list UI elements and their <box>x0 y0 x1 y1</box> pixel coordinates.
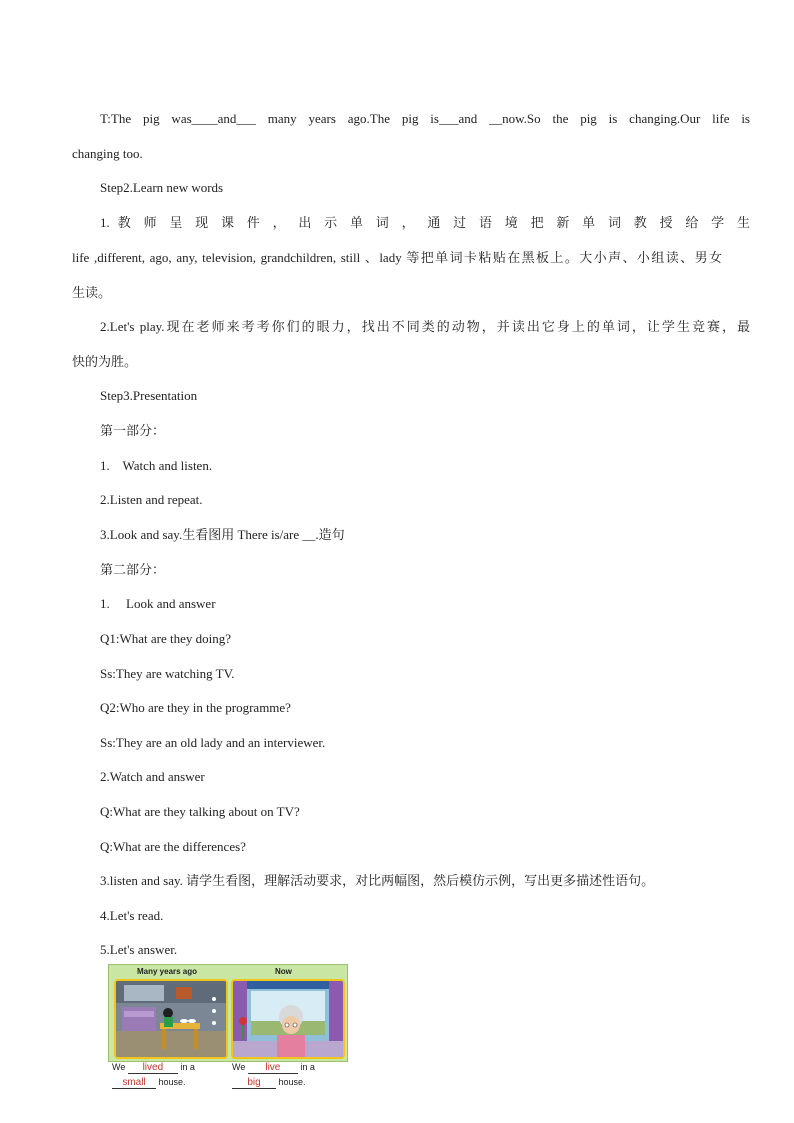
comparison-illustration <box>108 964 348 1062</box>
answer-right-house: house. <box>278 1077 306 1087</box>
paragraph-pig-changing: T:The pig was____and___ many years ago.The pig is___and __now.So the pig is changing.Our life is <box>100 111 750 126</box>
answer-left-in-a: in a <box>180 1062 195 1072</box>
part2-heading: 第二部分： <box>100 562 166 577</box>
answer-right-in-a: in a <box>300 1062 315 1072</box>
part1-item3: 3.Look and say.生看图用 There is/are __.造句 <box>100 527 345 542</box>
left-panel-title: Many years ago <box>137 967 198 976</box>
answer-right-adj: big <box>232 1077 276 1089</box>
part2-item3: 3.listen and say. 请学生看图，理解活动要求，对比两幅图，然后模仿示例，写出更多描述性语句。 <box>100 873 655 888</box>
step2-item1-words: life ,different, ago, any, television, grandchildren, still 、lady 等把单词卡粘贴在黑板上。大小声、小组读、男女 <box>72 250 722 265</box>
step2-item2-end: 快的为胜。 <box>72 354 138 369</box>
new-house-scene <box>231 979 345 1059</box>
step2-item1-end: 生读。 <box>72 285 112 300</box>
new-house-drawing <box>233 981 343 1057</box>
part2-item4: 4.Let's read. <box>100 908 164 923</box>
paragraph-pig-changing-cont: changing too. <box>72 146 143 161</box>
answer-2: Ss:They are an old lady and an interviewer. <box>100 735 326 750</box>
question-1: Q1:What are they doing? <box>100 631 232 646</box>
answer-left-verb: lived <box>128 1062 178 1074</box>
part2-item2: 2.Watch and answer <box>100 769 205 784</box>
part1-heading: 第一部分： <box>100 423 166 438</box>
answer-right-verb: live <box>248 1062 298 1074</box>
old-house-scene <box>114 979 228 1059</box>
answer-right-line1 <box>232 1062 315 1074</box>
answer-right-we: We <box>232 1062 246 1072</box>
answer-left-adj: small <box>112 1077 156 1089</box>
old-house-drawing <box>116 981 226 1057</box>
question-2: Q2:Who are they in the programme? <box>100 700 291 715</box>
part1-item2: 2.Listen and repeat. <box>100 492 203 507</box>
step2-heading: Step2.Learn new words <box>100 180 224 195</box>
answer-right-line2 <box>232 1077 306 1089</box>
answer-left-line1 <box>112 1062 195 1074</box>
answer-left-line2 <box>112 1077 186 1089</box>
step3-heading: Step3.Presentation <box>100 388 198 403</box>
right-panel-title: Now <box>275 967 292 976</box>
answer-left-house: house. <box>158 1077 186 1087</box>
question-differences: Q:What are the differences? <box>100 839 246 854</box>
part1-item1: 1. Watch and listen. <box>100 458 213 473</box>
answer-sentences <box>112 1062 352 1102</box>
question-tv: Q:What are they talking about on TV? <box>100 804 300 819</box>
answer-1: Ss:They are watching TV. <box>100 666 235 681</box>
part2-item1: 1. Look and answer <box>100 596 216 611</box>
step2-item1: 1. 教 师 呈 现 课 件 ， 出 示 单 词 ， 通 过 语 境 把 新 单 词 教 授 给 学 生 <box>100 215 750 230</box>
answer-left-we: We <box>112 1062 126 1072</box>
step2-item2: 2.Let's play.现在老师来考考你们的眼力，找出不同类的动物，并读出它身上的单词，让学生竞赛，最 <box>100 319 750 334</box>
part2-item5: 5.Let's answer. <box>100 942 178 957</box>
